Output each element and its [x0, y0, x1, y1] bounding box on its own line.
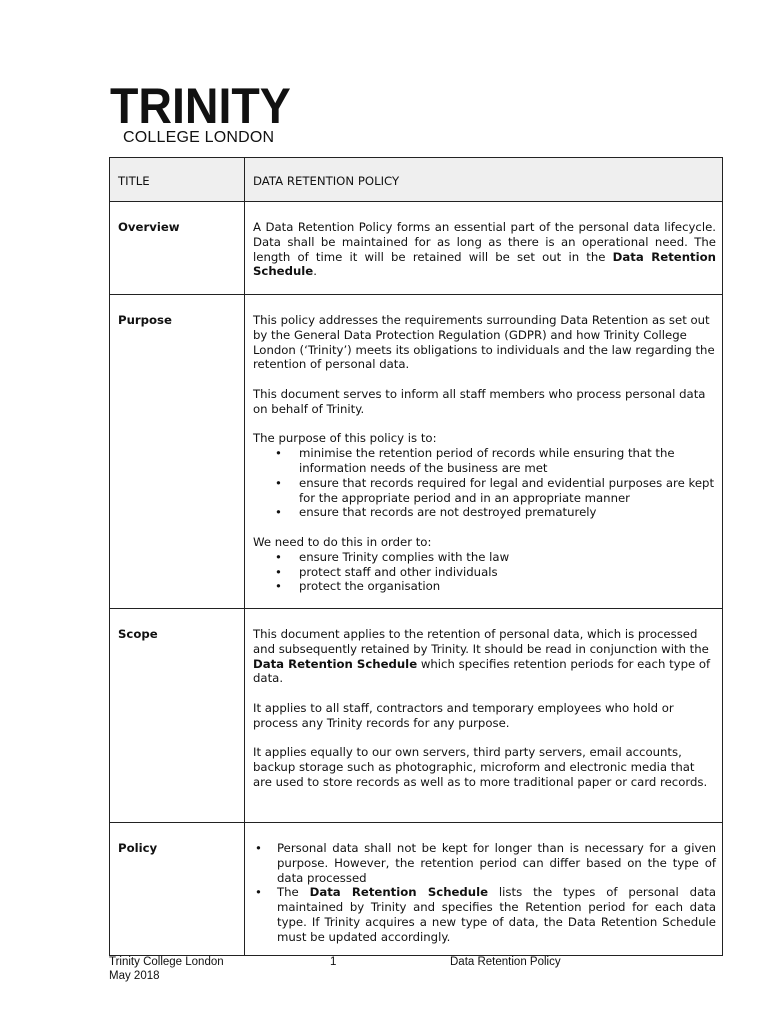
purpose-paragraph-4: We need to do this in order to: — [253, 534, 432, 549]
policy-schedule-ref: Data Retention Schedule — [309, 885, 489, 900]
table-row-title — [110, 158, 723, 202]
bullet-icon: • — [255, 885, 262, 900]
footer-org: Trinity College London — [109, 956, 224, 968]
policy-table — [109, 157, 723, 956]
policy-label: Policy — [110, 823, 245, 956]
overview-text: A Data Retention Policy forms an essential part of the personal data lifecycle. Data shall be maintained for as long as there is an operational need. The length of time it will be retained will be set out in the — [253, 220, 716, 264]
footer-date: May 2018 — [109, 970, 160, 982]
purpose-paragraph-3: The purpose of this policy is to: — [253, 431, 437, 446]
logo-subtitle: COLLEGE LONDON — [123, 129, 275, 146]
scope-label: Scope — [110, 609, 245, 823]
list-item: • ensure Trinity complies with the law — [275, 549, 510, 564]
purpose-list-1 — [253, 446, 716, 535]
footer-left — [109, 955, 224, 983]
overview-label: Overview — [110, 202, 245, 295]
policy-list — [253, 841, 716, 945]
bullet-icon: • — [275, 446, 282, 461]
page-number: 1 — [330, 956, 337, 968]
title-value: DATA RETENTION POLICY — [245, 158, 723, 202]
logo-wordmark: TRINITY — [110, 78, 291, 134]
overview-schedule-ref: Data Retention Schedule — [253, 249, 716, 279]
scope-paragraph-2: It applies to all staff, contractors and temporary employees who hold or process any Trinity records for any purpose. — [253, 700, 674, 730]
table-row-overview — [110, 202, 723, 295]
bullet-icon: • — [275, 579, 282, 594]
overview-text-end: . — [313, 264, 317, 279]
list-item: • ensure that records are not destroyed prematurely — [275, 505, 597, 520]
bullet-icon: • — [275, 475, 282, 490]
title-label: TITLE — [110, 158, 245, 202]
bullet-icon: • — [255, 841, 262, 855]
list-item: • ensure that records required for legal and evidential purposes are kept for the appropriate period and in an appropriate manner — [275, 475, 715, 505]
scope-schedule-ref: Data Retention Schedule — [253, 656, 418, 671]
list-item: • protect staff and other individuals — [275, 564, 498, 579]
purpose-label: Purpose — [110, 295, 245, 609]
bullet-icon: • — [275, 549, 282, 564]
policy-content — [245, 823, 723, 956]
bullet-icon: • — [275, 505, 282, 520]
list-item: • Personal data shall not be kept for longer than is necessary for a given purpose. However, the retention period can differ based on the type of data processed — [255, 841, 716, 885]
footer-doc-title: Data Retention Policy — [450, 956, 561, 968]
table-row-purpose — [110, 295, 723, 609]
purpose-paragraph-1: This policy addresses the requirements surrounding Data Retention as set out by the General Data Protection Regulation (GDPR) and how Trinity College London (‘Trinity’) meets its obligations to individuals and the law regarding the retention of personal data. — [253, 313, 715, 372]
table-row-policy — [110, 823, 723, 956]
purpose-content — [245, 295, 723, 609]
table-row-scope — [110, 609, 723, 823]
list-item: • minimise the retention period of records while ensuring that the information needs of the business are met — [275, 446, 675, 475]
scope-paragraph-3: It applies equally to our own servers, third party servers, email accounts, backup storage such as photographic, microform and electronic media that are used to store records as well as to more traditional paper or card records. — [253, 745, 708, 789]
purpose-paragraph-2: This document serves to inform all staff members who process personal data on behalf of Trinity. — [253, 386, 706, 416]
bullet-icon: • — [275, 564, 282, 579]
trinity-logo — [110, 78, 330, 147]
scope-content — [245, 609, 723, 823]
list-item: • protect the organisation — [275, 579, 441, 594]
purpose-list-2 — [253, 550, 716, 594]
overview-content — [245, 202, 723, 295]
list-item: • The Data Retention Schedule lists the types of personal data maintained by Trinity and specifies the Retention period for each data type. If Trinity acquires a new type of data, the Data Retention Schedule must be updated accordingly. — [255, 885, 716, 944]
scope-paragraph-1: This document applies to the retention of personal data, which is processed and subsequently retained by Trinity. It should be read in conjunction with the Data Retention Schedule which specifies retention periods for each type of data. — [253, 627, 711, 686]
